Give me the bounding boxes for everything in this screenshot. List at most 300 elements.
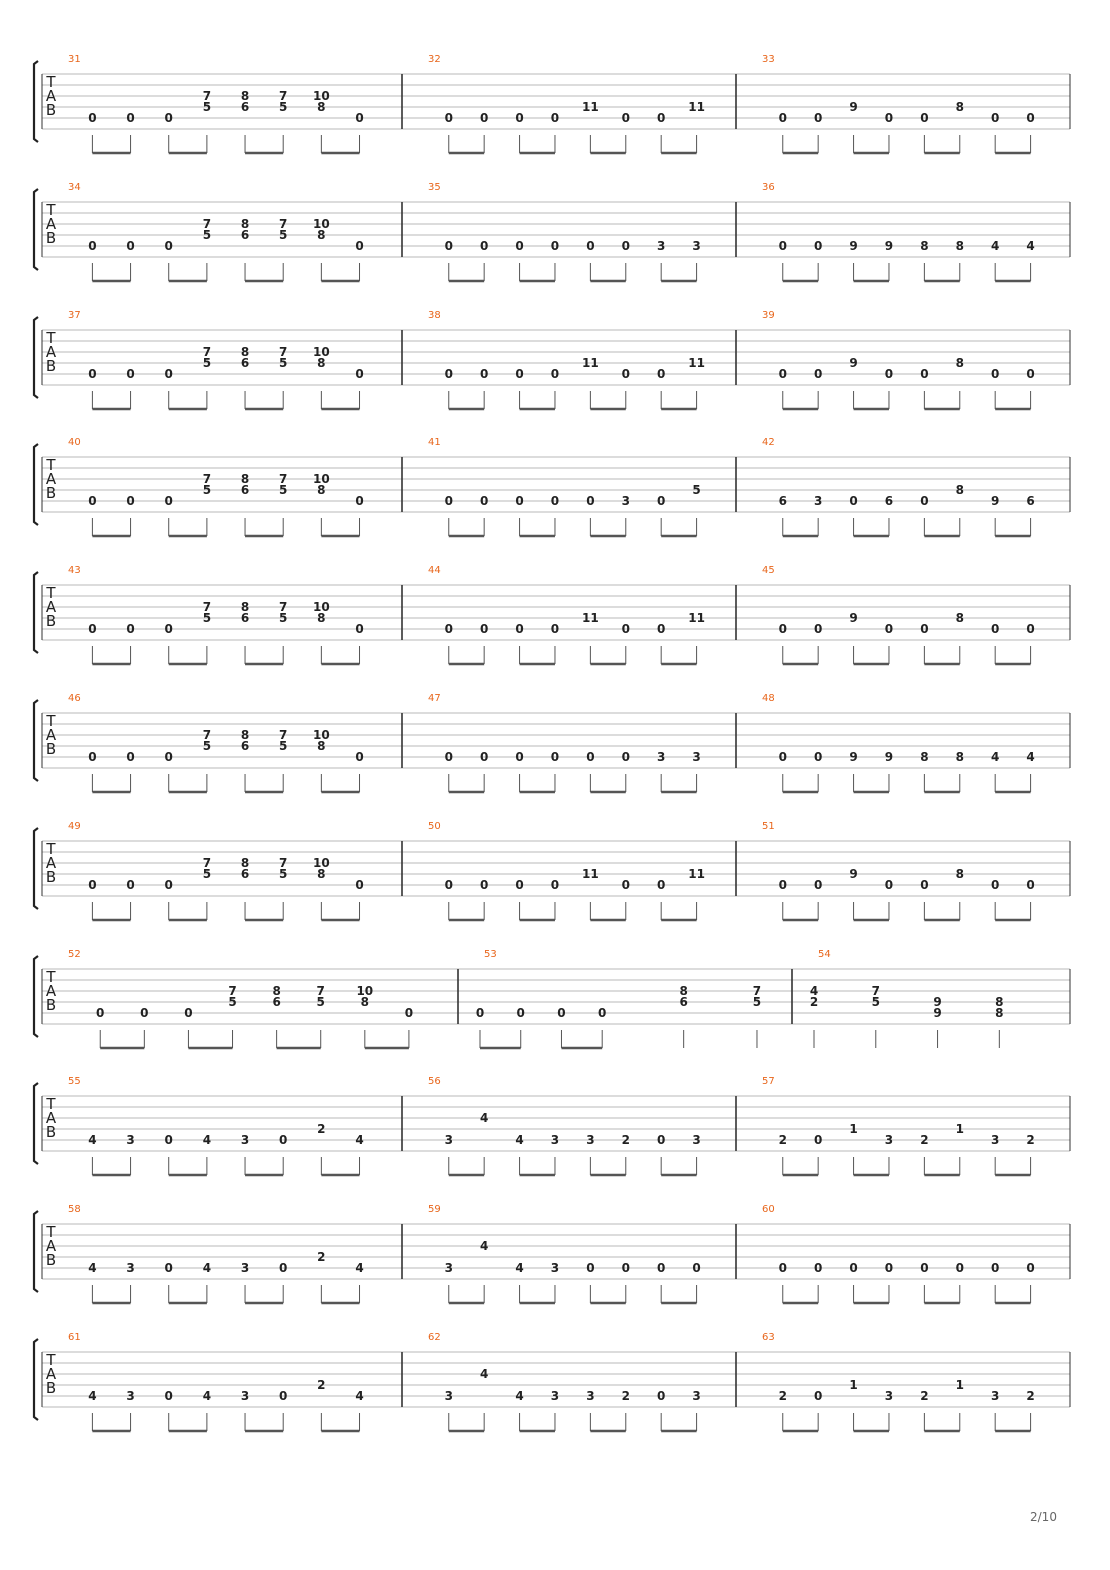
fret-number: 3 [126, 1389, 135, 1403]
note [445, 1389, 453, 1431]
fret-number: 11 [582, 100, 599, 114]
measure [68, 1204, 364, 1303]
fret-number: 0 [813, 1261, 823, 1275]
note [657, 111, 665, 153]
fret-number: 6 [1026, 494, 1035, 508]
fret-number: 5 [692, 483, 701, 497]
fret-number: 4 [88, 1261, 97, 1275]
fret-number: 3 [240, 1133, 250, 1147]
tab-clef-letter: T [46, 1351, 56, 1369]
tab-clef-letter: A [45, 598, 57, 616]
measure-number: 44 [428, 565, 441, 576]
measure [68, 54, 364, 153]
note [688, 611, 705, 664]
note [480, 494, 488, 536]
note [279, 345, 287, 409]
note [885, 367, 893, 409]
measure-number: 52 [68, 949, 81, 960]
note [956, 1122, 964, 1175]
note [88, 1133, 96, 1175]
note [445, 878, 453, 920]
note [814, 750, 822, 792]
note [598, 1006, 606, 1048]
fret-number: 0 [126, 622, 135, 636]
note [551, 878, 559, 920]
note [1026, 111, 1034, 153]
fret-number: 0 [778, 111, 787, 125]
note [241, 1389, 249, 1431]
note [849, 611, 857, 664]
note [814, 878, 822, 920]
tab-clef-letter: B [45, 1251, 57, 1269]
fret-number: 5 [202, 483, 212, 497]
note [688, 100, 705, 153]
note [885, 494, 893, 536]
note [995, 995, 1003, 1048]
measure [428, 310, 705, 409]
fret-number: 0 [1026, 878, 1035, 892]
note [582, 867, 599, 920]
fret-number: 2 [621, 1389, 630, 1403]
fret-number: 2 [1026, 1389, 1035, 1403]
system-bracket [34, 1339, 38, 1420]
measure-number: 47 [428, 693, 441, 704]
tab-clef-letter: T [46, 329, 56, 347]
note [241, 89, 249, 153]
note [203, 600, 211, 664]
note [203, 217, 211, 281]
tab-clef-letter: T [46, 201, 56, 219]
fret-number: 11 [688, 611, 705, 625]
measure-number: 54 [818, 949, 831, 960]
fret-number: 8 [240, 600, 250, 614]
note [241, 217, 249, 281]
note [920, 494, 928, 536]
fret-number: 3 [550, 1133, 560, 1147]
note [313, 856, 330, 920]
note [126, 878, 134, 920]
fret-number: 7 [279, 472, 288, 486]
note [814, 367, 822, 409]
fret-number: 8 [240, 89, 250, 103]
fret-number: 0 [813, 1389, 823, 1403]
fret-number: 3 [550, 1261, 560, 1275]
note [657, 1133, 665, 1175]
fret-number: 0 [444, 239, 453, 253]
fret-number: 0 [126, 367, 135, 381]
note [779, 367, 787, 409]
measure-number: 63 [762, 1332, 775, 1343]
note [557, 1006, 565, 1048]
note [657, 239, 665, 281]
fret-number: 3 [692, 1389, 701, 1403]
fret-number: 0 [778, 622, 787, 636]
note [885, 111, 893, 153]
measure-number: 37 [68, 310, 81, 321]
note [515, 111, 523, 153]
note [753, 984, 761, 1048]
note [849, 1122, 857, 1175]
fret-number: 3 [586, 1389, 595, 1403]
note [885, 239, 893, 281]
fret-number: 8 [240, 345, 250, 359]
tab-clef-letter: A [45, 726, 57, 744]
tab-system [34, 182, 1070, 281]
fret-number: 3 [444, 1133, 453, 1147]
fret-number: 0 [164, 1389, 173, 1403]
note [445, 1133, 453, 1175]
fret-number: 7 [871, 984, 880, 998]
fret-number: 6 [240, 100, 250, 114]
measure [68, 821, 364, 920]
fret-number: 11 [582, 356, 599, 370]
note [582, 100, 599, 153]
fret-number: 0 [515, 494, 524, 508]
note [622, 750, 630, 792]
fret-number: 8 [995, 995, 1004, 1009]
note [779, 239, 787, 281]
note [779, 111, 787, 153]
note [849, 494, 857, 536]
fret-number: 0 [355, 622, 364, 636]
fret-number: 0 [991, 1261, 1000, 1275]
note [165, 367, 173, 409]
note [586, 1133, 594, 1175]
note [1026, 1389, 1034, 1431]
fret-number: 7 [202, 728, 212, 742]
fret-number: 2 [920, 1389, 929, 1403]
measure [762, 437, 1035, 536]
fret-number: 0 [920, 622, 929, 636]
fret-number: 0 [991, 622, 1000, 636]
fret-number: 1 [955, 1122, 964, 1136]
note [920, 239, 928, 281]
fret-number: 8 [955, 483, 964, 497]
fret-number: 1 [849, 1122, 858, 1136]
fret-number: 6 [240, 483, 250, 497]
measure [762, 182, 1035, 281]
note [991, 878, 999, 920]
note [956, 750, 964, 792]
measure-number: 32 [428, 54, 441, 65]
note [480, 367, 488, 409]
fret-number: 8 [317, 867, 326, 881]
fret-number: 0 [479, 111, 489, 125]
fret-number: 0 [88, 878, 97, 892]
fret-number: 3 [444, 1261, 453, 1275]
note [515, 750, 523, 792]
fret-number: 5 [279, 228, 288, 242]
measure-number: 45 [762, 565, 775, 576]
note [480, 1367, 488, 1431]
note [203, 1133, 211, 1175]
tab-system [34, 1076, 1070, 1175]
measure-number: 56 [428, 1076, 441, 1087]
tab-clef-letter: T [46, 1223, 56, 1241]
fret-number: 0 [991, 878, 1000, 892]
tab-system [34, 54, 1070, 153]
tab-clef-letter: A [45, 470, 57, 488]
fret-number: 0 [515, 111, 524, 125]
note [688, 356, 705, 409]
fret-number: 0 [955, 1261, 964, 1275]
note [515, 622, 523, 664]
note [885, 1389, 893, 1431]
note [622, 494, 630, 536]
fret-number: 0 [1026, 622, 1035, 636]
fret-number: 8 [272, 984, 281, 998]
note [272, 984, 280, 1048]
note [165, 111, 173, 153]
note [920, 1261, 928, 1303]
measure-number: 48 [762, 693, 775, 704]
measure-number: 42 [762, 437, 775, 448]
note [622, 239, 630, 281]
note [692, 1133, 700, 1175]
note [480, 239, 488, 281]
note [920, 367, 928, 409]
fret-number: 4 [88, 1133, 97, 1147]
note [779, 1389, 787, 1431]
fret-number: 0 [884, 1261, 894, 1275]
measure-number: 39 [762, 310, 775, 321]
note [956, 100, 964, 153]
note [313, 217, 330, 281]
note [241, 1261, 249, 1303]
fret-number: 0 [96, 1006, 105, 1020]
measure [762, 1332, 1035, 1431]
note [203, 1261, 211, 1303]
note [165, 1133, 173, 1175]
note [657, 878, 665, 920]
note [622, 111, 630, 153]
measure [68, 949, 413, 1048]
fret-number: 0 [849, 1261, 858, 1275]
fret-number: 0 [444, 494, 453, 508]
note [779, 1133, 787, 1175]
note [920, 111, 928, 153]
note [779, 622, 787, 664]
note [872, 984, 880, 1048]
note [515, 1389, 523, 1431]
note [355, 1389, 363, 1431]
fret-number: 11 [688, 100, 705, 114]
system-bracket [34, 956, 38, 1037]
note [657, 494, 665, 536]
fret-number: 5 [279, 483, 288, 497]
fret-number: 2 [809, 995, 819, 1009]
note [241, 600, 249, 664]
note [445, 622, 453, 664]
note [405, 1006, 413, 1048]
fret-number: 0 [164, 750, 173, 764]
note [551, 622, 559, 664]
fret-number: 7 [202, 345, 212, 359]
note [622, 367, 630, 409]
fret-number: 2 [317, 1378, 326, 1392]
fret-number: 8 [317, 228, 326, 242]
fret-number: 10 [313, 856, 330, 870]
measure [68, 310, 364, 409]
measure-number: 41 [428, 437, 441, 448]
note [317, 984, 325, 1048]
fret-number: 4 [515, 1261, 524, 1275]
note [88, 239, 96, 281]
fret-number: 9 [849, 867, 858, 881]
fret-number: 11 [688, 356, 705, 370]
fret-number: 0 [404, 1006, 414, 1020]
note [203, 856, 211, 920]
fret-number: 0 [657, 1133, 666, 1147]
fret-number: 2 [621, 1133, 630, 1147]
fret-number: 0 [1026, 367, 1035, 381]
fret-number: 4 [991, 750, 1000, 764]
fret-number: 0 [444, 111, 453, 125]
fret-number: 0 [621, 111, 630, 125]
fret-number: 0 [164, 239, 173, 253]
fret-number: 2 [778, 1133, 787, 1147]
note [445, 111, 453, 153]
note [241, 1133, 249, 1175]
fret-number: 0 [479, 622, 489, 636]
fret-number: 1 [849, 1378, 858, 1392]
fret-number: 0 [813, 750, 823, 764]
tab-clef-letter: B [45, 740, 57, 758]
note [203, 1389, 211, 1431]
fret-number: 4 [202, 1261, 212, 1275]
note [355, 1261, 363, 1303]
fret-number: 8 [317, 100, 326, 114]
fret-number: 0 [920, 1261, 929, 1275]
fret-number: 0 [164, 367, 173, 381]
fret-number: 8 [240, 472, 250, 486]
fret-number: 0 [621, 1261, 630, 1275]
measure [68, 1076, 364, 1175]
fret-number: 0 [515, 622, 524, 636]
note [480, 1111, 488, 1175]
fret-number: 0 [692, 1261, 701, 1275]
fret-number: 0 [88, 494, 97, 508]
measure [476, 949, 761, 1048]
tab-system [34, 565, 1070, 664]
fret-number: 0 [126, 494, 135, 508]
fret-number: 5 [202, 739, 212, 753]
fret-number: 7 [202, 89, 212, 103]
note [517, 1006, 525, 1048]
note [241, 728, 249, 792]
note [849, 356, 857, 409]
fret-number: 0 [1026, 1261, 1035, 1275]
fret-number: 0 [621, 239, 630, 253]
note [814, 1389, 822, 1431]
tab-system [34, 1332, 1070, 1431]
note [165, 239, 173, 281]
fret-number: 0 [778, 1261, 787, 1275]
tab-clef-letter: T [46, 712, 56, 730]
note [313, 728, 330, 792]
note [1026, 494, 1034, 536]
fret-number: 0 [586, 750, 595, 764]
fret-number: 3 [884, 1133, 894, 1147]
fret-number: 9 [849, 611, 858, 625]
system-bracket [34, 317, 38, 398]
measure-number: 35 [428, 182, 441, 193]
fret-number: 0 [355, 750, 364, 764]
fret-number: 7 [279, 600, 288, 614]
measure-number: 43 [68, 565, 81, 576]
fret-number: 5 [202, 356, 212, 370]
fret-number: 0 [657, 1389, 666, 1403]
note [885, 1261, 893, 1303]
fret-number: 0 [550, 111, 560, 125]
measure [428, 821, 705, 920]
fret-number: 0 [778, 367, 787, 381]
note [582, 611, 599, 664]
note [779, 1261, 787, 1303]
fret-number: 0 [657, 367, 666, 381]
note [551, 1133, 559, 1175]
fret-number: 0 [140, 1006, 149, 1020]
tab-system [34, 949, 1070, 1048]
fret-number: 0 [88, 622, 97, 636]
measure-number: 46 [68, 693, 81, 704]
fret-number: 3 [692, 750, 701, 764]
note [933, 995, 941, 1048]
fret-number: 0 [598, 1006, 607, 1020]
tab-clef-letter: A [45, 1365, 57, 1383]
note [515, 494, 523, 536]
note [317, 1378, 325, 1431]
fret-number: 0 [126, 750, 135, 764]
fret-number: 0 [657, 622, 666, 636]
note [885, 1133, 893, 1175]
fret-number: 4 [479, 1367, 489, 1381]
note [849, 1261, 857, 1303]
fret-number: 10 [313, 600, 330, 614]
note [165, 622, 173, 664]
fret-number: 7 [228, 984, 237, 998]
note [622, 878, 630, 920]
system-bracket [34, 1211, 38, 1292]
note [241, 472, 249, 536]
fret-number: 0 [355, 239, 364, 253]
system-bracket [34, 444, 38, 525]
note [885, 622, 893, 664]
fret-number: 6 [778, 494, 787, 508]
fret-number: 6 [679, 995, 688, 1009]
note [991, 750, 999, 792]
fret-number: 4 [355, 1261, 364, 1275]
note [165, 1261, 173, 1303]
fret-number: 3 [240, 1261, 250, 1275]
fret-number: 0 [550, 750, 560, 764]
fret-number: 0 [586, 494, 595, 508]
note [88, 1261, 96, 1303]
fret-number: 0 [557, 1006, 566, 1020]
fret-number: 8 [317, 483, 326, 497]
fret-number: 0 [88, 367, 97, 381]
fret-number: 0 [355, 367, 364, 381]
fret-number: 2 [920, 1133, 929, 1147]
measure [68, 565, 364, 664]
fret-number: 11 [582, 611, 599, 625]
fret-number: 0 [279, 1389, 288, 1403]
fret-number: 8 [240, 217, 250, 231]
fret-number: 3 [692, 1133, 701, 1147]
note [445, 367, 453, 409]
fret-number: 0 [621, 878, 630, 892]
note [241, 345, 249, 409]
